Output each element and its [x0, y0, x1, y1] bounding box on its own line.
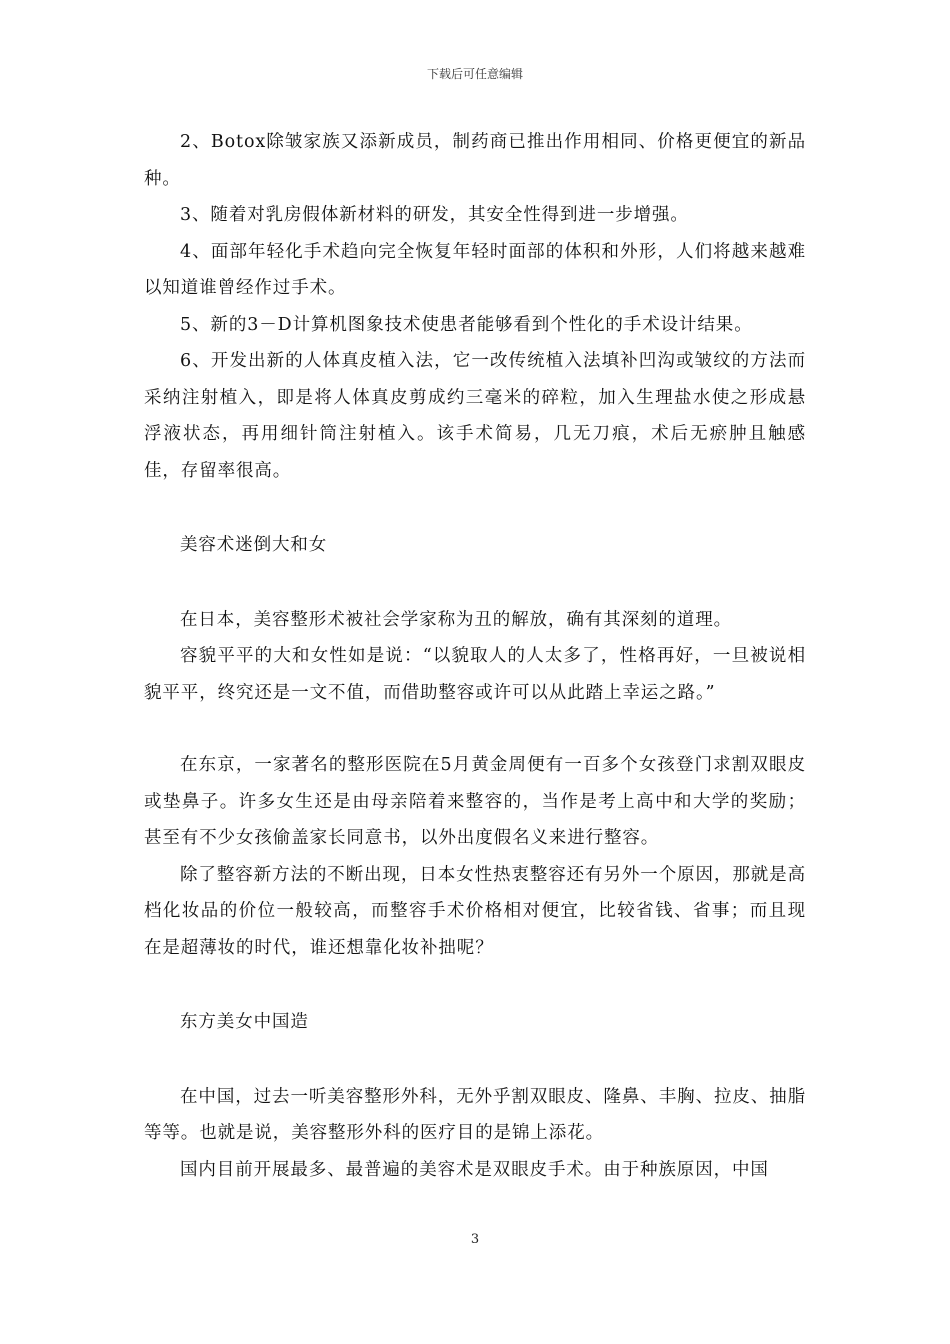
document-body — [144, 124, 806, 1188]
page-header: 下载后可任意编辑 — [426, 67, 523, 81]
paragraph-item-6: 6、开发出新的人体真皮植入法，它一改传统植入法填补凹沟或皱纹的方法而采纳注射植入，即是将人体真皮剪成约三毫米的碎粒，加入生理盐水使之形成悬浮液状态，再用细针筒注射植入。该手术简易，几无刀痕，术后无瘀肿且触感佳，存留率很高。 — [144, 351, 806, 481]
paragraph-china-2: 国内目前开展最多、最普遍的美容术是双眼皮手术。由于种族原因，中国 — [180, 1159, 769, 1180]
spacer — [144, 489, 806, 527]
section-heading-china: 东方美女中国造 — [180, 1012, 309, 1032]
paragraph-item-5: 5、新的3－D计算机图象技术使患者能够看到个性化的手术设计结果。 — [180, 314, 753, 335]
spacer — [144, 564, 806, 602]
paragraph-item-2: 2、Botox除皱家族又添新成员，制药商已推出作用相同、价格更便宜的新品种。 — [144, 132, 806, 189]
spacer — [144, 1041, 806, 1079]
spacer — [144, 711, 806, 747]
paragraph-japan-2: 容貌平平的大和女性如是说：“以貌取人的人太多了，性格再好，一旦被说相貌平平，终究还是一文不值，而借助整容或许可以从此踏上幸运之路。” — [144, 646, 806, 703]
paragraph-item-3: 3、随着对乳房假体新材料的研发，其安全性得到进一步增强。 — [180, 205, 689, 225]
section-heading-japan: 美容术迷倒大和女 — [180, 535, 328, 555]
paragraph-china-1: 在中国，过去一听美容整形外科，无外乎割双眼皮、隆鼻、丰胸、拉皮、抽脂等等。也就是说，美容整形外科的医疗目的是锦上添花。 — [144, 1086, 806, 1143]
page-number: 3 — [470, 1232, 480, 1247]
paragraph-japan-3: 在东京，一家著名的整形医院在5月黄金周便有一百多个女孩登门求割双眼皮或垫鼻子。许多女生还是由母亲陪着来整容的，当作是考上高中和大学的奖励；甚至有不少女孩偷盖家长同意书，以外出度假名义来进行整容。 — [144, 755, 806, 848]
paragraph-japan-1: 在日本，美容整形术被社会学家称为丑的解放，确有其深刻的道理。 — [180, 609, 732, 630]
paragraph-item-4: 4、面部年轻化手术趋向完全恢复年轻时面部的体积和外形，人们将越来越难以知道谁曾经作过手术。 — [144, 241, 806, 298]
paragraph-japan-4: 除了整容新方法的不断出现，日本女性热衷整容还有另外一个原因，那就是高档化妆品的价位一般较高，而整容手术价格相对便宜，比较省钱、省事；而且现在是超薄妆的时代，谁还想靠化妆补拙呢？ — [144, 864, 806, 958]
spacer — [144, 966, 806, 1004]
